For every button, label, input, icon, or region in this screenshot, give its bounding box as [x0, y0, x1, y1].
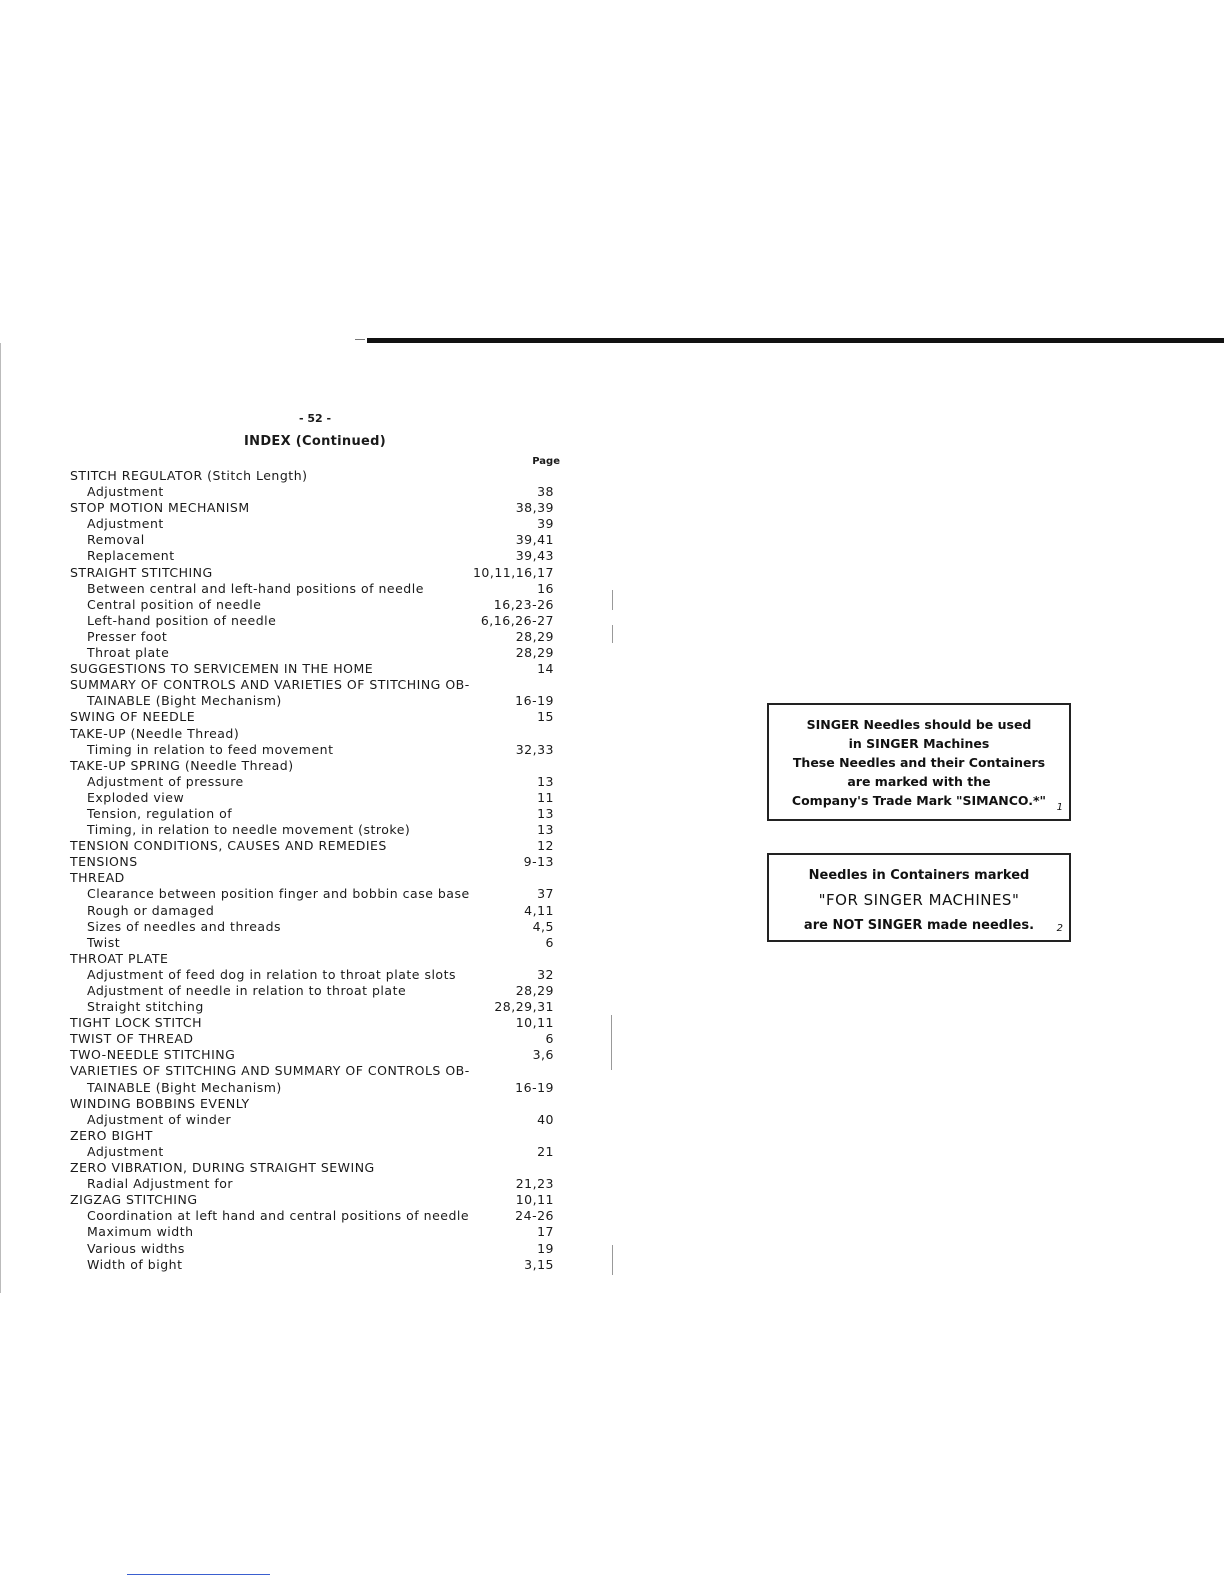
index-term: THREAD: [70, 870, 125, 886]
index-term: Sizes of needles and threads: [87, 918, 282, 934]
index-term: ZIGZAG STITCHING: [70, 1192, 198, 1208]
page-column-header: Page: [532, 456, 560, 467]
page-left-edge: [0, 343, 1, 1293]
index-entry: [70, 1047, 562, 1063]
index-pages: 3,15: [524, 1256, 554, 1272]
index-subentry: [70, 903, 562, 919]
index-pages: 10,11: [515, 1192, 554, 1208]
index-pages: 39: [537, 516, 554, 532]
index-pages: 32: [537, 966, 554, 982]
index-term: Straight stitching: [87, 999, 204, 1015]
index-term: ZERO VIBRATION, DURING STRAIGHT SEWING: [70, 1160, 375, 1176]
index-term: Adjustment of winder: [87, 1111, 232, 1127]
notice-line: "FOR SINGER MACHINES": [818, 891, 1020, 909]
index-entry: [70, 854, 562, 870]
index-pages: 13: [537, 805, 554, 821]
index-term: SWING OF NEEDLE: [70, 709, 196, 725]
top-rule-dash: [355, 339, 365, 340]
index-pages: 4,5: [532, 918, 554, 934]
index-pages: 39,41: [515, 532, 554, 548]
container-warning-notice: [767, 853, 1071, 942]
index-term: TAKE-UP SPRING (Needle Thread): [70, 757, 294, 773]
index-entry: [70, 500, 562, 516]
index-pages: 28,29,31: [494, 999, 554, 1015]
index-pages: 6: [545, 1031, 554, 1047]
top-rule: [367, 338, 1224, 343]
index-term: Adjustment: [87, 484, 164, 500]
index-pages: 28,29: [515, 628, 554, 644]
index-term: VARIETIES OF STITCHING AND SUMMARY OF CONTROLS OB-: [70, 1063, 470, 1079]
index-term: ZERO BIGHT: [70, 1127, 153, 1143]
index-term: THROAT PLATE: [70, 950, 169, 966]
margin-mark: [612, 1245, 613, 1275]
index-term: Adjustment of needle in relation to throat plate: [87, 983, 407, 998]
index-pages: 4,11: [524, 902, 554, 918]
index-term: STITCH REGULATOR (Stitch Length): [70, 468, 308, 483]
index-term: Adjustment of feed dog in relation to throat plate slots: [87, 966, 456, 982]
index-term: Adjustment: [87, 1143, 164, 1159]
index-term: Rough or damaged: [87, 902, 215, 918]
index-subentry: [70, 581, 562, 597]
index-pages: 3,6: [532, 1047, 554, 1063]
index-subentry: [70, 935, 562, 951]
page-title: INDEX (Continued): [244, 434, 386, 449]
index-pages: 14: [537, 661, 554, 677]
index-subentry: [70, 1241, 562, 1257]
index-term: TAINABLE (Bight Mechanism): [87, 693, 282, 709]
index-pages: 13: [537, 773, 554, 789]
notice-line: in SINGER Machines: [848, 736, 990, 751]
index-entry: [70, 1192, 562, 1208]
index-subentry: [70, 1208, 562, 1224]
index-subentry: [70, 629, 562, 645]
index-subentry: [70, 1144, 562, 1160]
index-pages: 10,11: [515, 1015, 554, 1031]
index-pages: 40: [537, 1111, 554, 1127]
notice-line: are marked with the: [847, 774, 991, 789]
index-subentry: [70, 548, 562, 564]
index-term: STOP MOTION MECHANISM: [70, 500, 250, 516]
index-term: WINDING BOBBINS EVENLY: [70, 1095, 250, 1111]
index-subentry: [70, 774, 562, 790]
index-pages: 28,29: [515, 645, 554, 661]
index-entry: [70, 468, 562, 484]
index-entry: [70, 951, 562, 967]
index-pages: 16-19: [515, 693, 554, 709]
index-term: SUGGESTIONS TO SERVICEMEN IN THE HOME: [70, 661, 374, 677]
index-subentry: [70, 484, 562, 500]
index-subentry: [70, 742, 562, 758]
index-term: Exploded view: [87, 789, 185, 805]
index-term: Removal: [87, 532, 145, 548]
notice-line: These Needles and their Containers: [792, 755, 1046, 770]
margin-mark: [612, 590, 613, 610]
index-entry: [70, 1096, 562, 1112]
index-subentry: [70, 645, 562, 661]
index-subentry: [70, 597, 562, 613]
index-subentry: [70, 999, 562, 1015]
index-subentry: [70, 516, 562, 532]
index-subentry: [70, 886, 562, 902]
index-term: Tension, regulation of: [87, 805, 233, 821]
notice-line: SINGER Needles should be used: [806, 717, 1032, 732]
index-term: Maximum width: [87, 1224, 194, 1240]
index-term: Clearance between position finger and bobbin case base: [87, 886, 470, 902]
index-pages: 21,23: [515, 1176, 554, 1192]
index-pages: 11: [537, 789, 554, 805]
index-list: [70, 468, 562, 1273]
index-subentry: [70, 1176, 562, 1192]
index-subentry: [70, 967, 562, 983]
index-entry: [70, 1015, 562, 1031]
index-term: Left-hand position of needle: [87, 612, 277, 628]
index-pages: 17: [537, 1224, 554, 1240]
index-entry: [70, 677, 562, 693]
index-pages: 32,33: [515, 741, 554, 757]
notice-number: 2: [1056, 923, 1063, 934]
index-pages: 6: [545, 934, 554, 950]
index-subentry: [70, 532, 562, 548]
index-term: Twist: [87, 934, 121, 950]
index-term: Various widths: [87, 1240, 185, 1256]
index-term: TWO-NEEDLE STITCHING: [70, 1047, 236, 1063]
index-subentry: [70, 919, 562, 935]
index-pages: 16-19: [515, 1079, 554, 1095]
index-term: SUMMARY OF CONTROLS AND VARIETIES OF STITCHING OB-: [70, 677, 470, 693]
index-pages: 12: [537, 838, 554, 854]
index-pages: 9-13: [523, 854, 554, 870]
index-subentry: [70, 1112, 562, 1128]
index-pages: 21: [537, 1143, 554, 1159]
index-pages: 13: [537, 822, 554, 838]
index-subentry: [70, 983, 562, 999]
index-term: Throat plate: [87, 645, 170, 661]
bottom-link-underline: [127, 1574, 270, 1575]
index-term: Replacement: [87, 548, 175, 564]
index-subentry: [70, 806, 562, 822]
index-pages: 10,11,16,17: [472, 564, 554, 580]
index-subentry: [70, 1224, 562, 1240]
index-term: Coordination at left hand and central positions of needle: [87, 1208, 470, 1224]
index-term: Adjustment of pressure: [87, 773, 244, 789]
index-term: Radial Adjustment for: [87, 1176, 234, 1192]
index-term: TAKE-UP (Needle Thread): [70, 725, 240, 741]
notice-line: Company's Trade Mark "SIMANCO.*": [791, 793, 1047, 808]
margin-mark: [612, 625, 613, 643]
index-subentry: [70, 613, 562, 629]
notice-line: are NOT SINGER made needles.: [803, 918, 1035, 933]
index-pages: 16,23-26: [493, 596, 554, 612]
index-entry: [70, 709, 562, 725]
index-term: Width of bight: [87, 1256, 183, 1272]
index-pages: 28,29: [515, 983, 554, 998]
singer-needles-notice: [767, 703, 1071, 821]
index-pages: 16: [537, 580, 554, 596]
notice-number: 1: [1056, 802, 1063, 813]
index-pages: 38,39: [515, 500, 554, 516]
index-subentry: [70, 822, 562, 838]
index-term: STRAIGHT STITCHING: [70, 564, 213, 580]
index-subentry: [70, 1257, 562, 1273]
index-entry: [70, 1031, 562, 1047]
index-subentry: [70, 1080, 562, 1096]
index-entry: [70, 1128, 562, 1144]
page-number: - 52 -: [298, 412, 332, 425]
index-term: TWIST OF THREAD: [70, 1031, 194, 1047]
index-term: TENSIONS: [70, 854, 138, 870]
index-entry: [70, 565, 562, 581]
index-subentry: [70, 693, 562, 709]
index-entry: [70, 661, 562, 677]
index-pages: 38: [537, 484, 554, 500]
index-entry: [70, 870, 562, 886]
index-entry: [70, 838, 562, 854]
index-pages: 39,43: [515, 548, 554, 564]
index-term: Adjustment: [87, 516, 164, 532]
index-pages: 15: [537, 709, 554, 725]
index-term: Presser foot: [87, 628, 168, 644]
index-term: TIGHT LOCK STITCH: [70, 1015, 203, 1031]
index-term: TENSION CONDITIONS, CAUSES AND REMEDIES: [70, 838, 387, 854]
index-entry: [70, 726, 562, 742]
index-subentry: [70, 790, 562, 806]
index-pages: 37: [537, 886, 554, 902]
index-entry: [70, 1160, 562, 1176]
index-pages: 6,16,26-27: [480, 612, 554, 628]
margin-mark: [611, 1015, 612, 1070]
index-entry: [70, 758, 562, 774]
index-term: TAINABLE (Bight Mechanism): [87, 1079, 282, 1095]
index-term: Timing, in relation to needle movement (stroke): [87, 822, 411, 838]
index-entry: [70, 1063, 562, 1079]
index-pages: 19: [537, 1240, 554, 1256]
index-term: Central position of needle: [87, 596, 262, 612]
index-term: Between central and left-hand positions of needle: [87, 580, 424, 596]
index-pages: 24-26: [515, 1208, 554, 1224]
index-term: Timing in relation to feed movement: [87, 741, 334, 757]
notice-line: Needles in Containers marked: [808, 868, 1030, 883]
